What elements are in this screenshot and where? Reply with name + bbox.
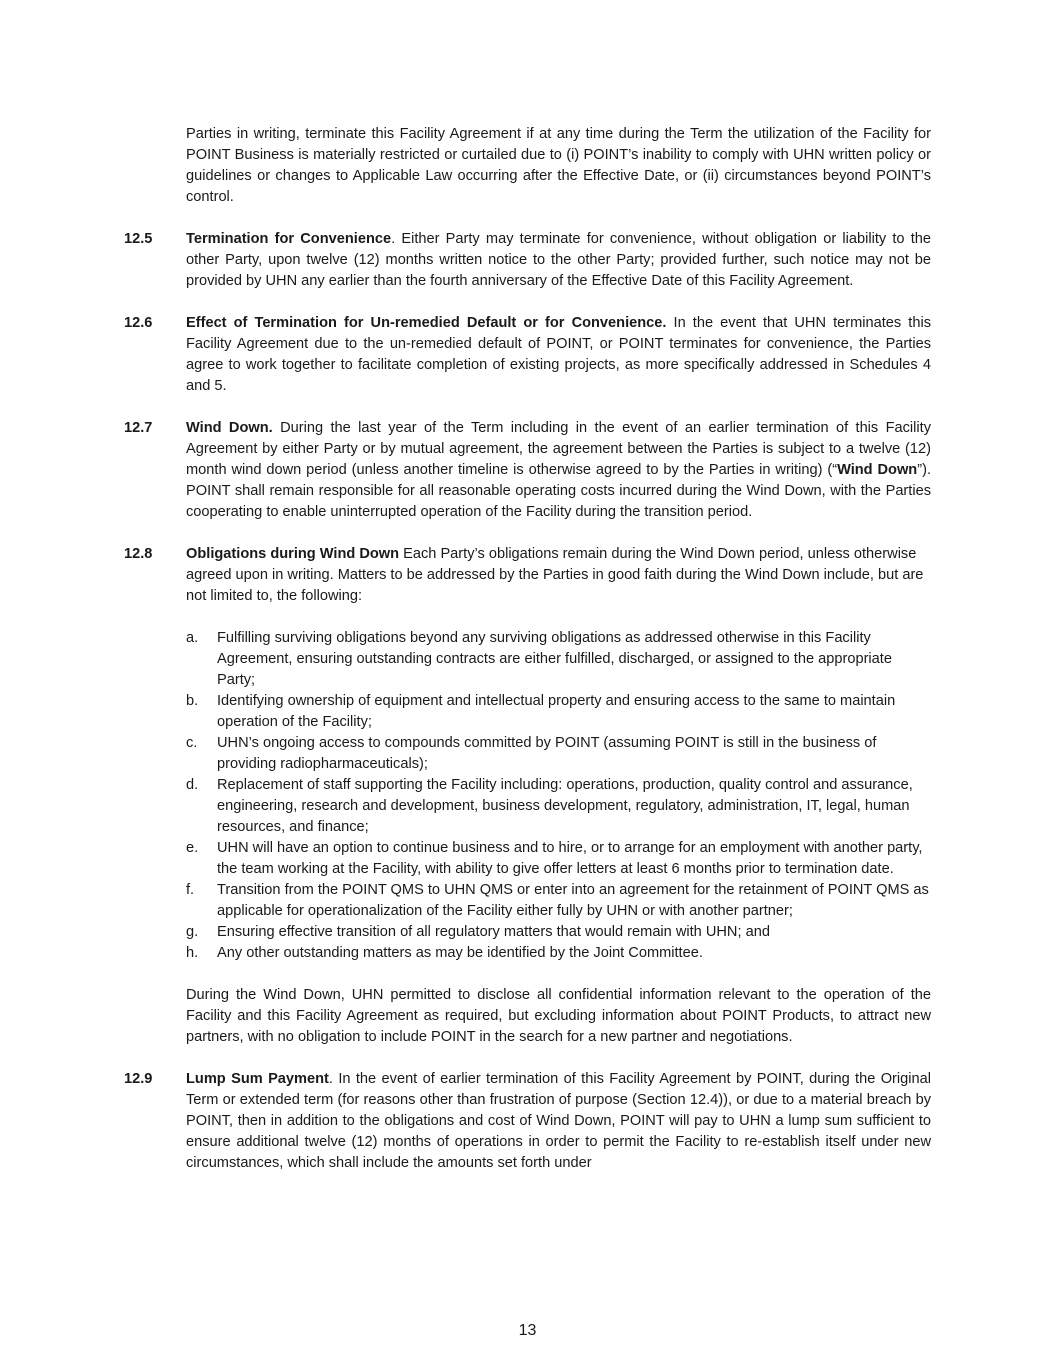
list-item-letter: f. (186, 882, 195, 898)
clause-12-8 (124, 544, 931, 1048)
list-item-text: Identifying ownership of equipment and intellectual property and ensuring access to the same to maintain operation of the Facility; (217, 693, 896, 730)
clause-12-7 (124, 418, 931, 523)
list-item-text: Transition from the POINT QMS to UHN QMS or enter into an agreement for the retainment of POINT QMS as applicable for operationalization of the Facility either fully by UHN or with another partner; (217, 882, 929, 919)
document-body (124, 124, 931, 1174)
clause-heading: Effect of Termination for Un-remedied Default or for Convenience. (186, 315, 667, 331)
list-item-letter: a. (186, 630, 199, 646)
list-item-text: Replacement of staff supporting the Facility including: operations, production, quality control and assurance, engineering, research and development, business development, regulatory, administration, IT, legal, human resources, and finance; (217, 777, 913, 835)
list-item-text: UHN’s ongoing access to compounds committed by POINT (assuming POINT is still in the business of providing radiopharmaceuticals); (217, 735, 877, 772)
obligations-list (186, 628, 931, 964)
clause-paragraph (186, 544, 931, 607)
clause-heading: Lump Sum Payment (186, 1071, 329, 1087)
clause-text: In the event that UHN terminates this Facility Agreement due to the un-remedied default of POINT, or POINT terminates for convenience, the Parties agree to work together to facilitate completion of existing projects, as more specifically addressed in Schedules 4 and 5. (186, 315, 931, 394)
clause-heading: Obligations during Wind Down (186, 546, 400, 562)
list-item-letter: g. (186, 924, 199, 940)
clause-text: During the last year of the Term including in the event of an earlier termination of this Facility Agreement by either Party or by mutual agreement, the agreement between the Parties is subject to a twelve (12) month wind down period (unless another timeline is otherwise agreed to by the Parties in writing) (“ (186, 420, 932, 478)
clause-number: 12.9 (124, 1071, 153, 1087)
list-item (186, 733, 931, 775)
list-item-letter: e. (186, 840, 199, 856)
clause-body (186, 418, 931, 523)
clause-number: 12.5 (124, 231, 153, 247)
list-item (186, 838, 931, 880)
clause-text: . In the event of earlier termination of this Facility Agreement by POINT, during the Original Term or extended term (for reasons other than frustration of purpose (Section 12.4)), or due to a material breach by POINT, then in addition to the obligations and cost of Wind Down, POINT will pay to UHN a lump sum sufficient to ensure additional twelve (12) months of operations in order to permit the Facility to re-establish itself under new circumstances, which shall include the amounts set forth under (186, 1071, 931, 1171)
clause-text: Each Party’s obligations remain during the Wind Down period, unless otherwise agreed upon in writing. Matters to be addressed by the Parties in good faith during the Wind Down include, but are not limited to, the following: (186, 546, 924, 604)
list-item (186, 943, 931, 964)
wind-down-disclosure-paragraph: During the Wind Down, UHN permitted to disclose all confidential information relevant to the operation of the Facility and this Facility Agreement as required, but excluding information about POINT Products, to attract new partners, with no obligation to include POINT in the search for a new partner and negotiations. (186, 987, 931, 1045)
clause-number: 12.8 (124, 546, 153, 562)
list-item-letter: c. (186, 735, 198, 751)
page-number: 13 (518, 1322, 537, 1339)
clause-12-9 (124, 1069, 931, 1174)
clause-number: 12.7 (124, 420, 153, 436)
list-item-text: Any other outstanding matters as may be identified by the Joint Committee. (217, 945, 703, 961)
clause-text: ”). POINT shall remain responsible for all reasonable operating costs incurred during the Wind Down, with the Parties cooperating to enable uninterrupted operation of the Facility during the transition period. (186, 462, 931, 520)
list-item-letter: b. (186, 693, 199, 709)
list-item-letter: h. (186, 945, 199, 961)
list-item-text: Fulfilling surviving obligations beyond any surviving obligations as addressed otherwise in this Facility Agreement, ensuring outstanding contracts are either fulfilled, discharged, or assigned to the appropriate Party; (217, 630, 892, 688)
list-item-text: UHN will have an option to continue business and to hire, or to arrange for an employment with another party, the team working at the Facility, with ability to give offer letters at least 6 months prior to termination date. (217, 840, 923, 877)
clause-12-6 (124, 313, 931, 397)
list-item (186, 880, 931, 922)
list-item-letter: d. (186, 777, 199, 793)
clause-12-5 (124, 229, 931, 292)
clause-body (186, 313, 931, 397)
list-item-text: Ensuring effective transition of all regulatory matters that would remain with UHN; and (217, 924, 770, 940)
defined-term: Wind Down (837, 462, 918, 478)
clause-number: 12.6 (124, 315, 153, 331)
list-item (186, 922, 931, 943)
clause-heading: Termination for Convenience (186, 231, 392, 247)
intro-paragraph: Parties in writing, terminate this Facility Agreement if at any time during the Term the utilization of the Facility for POINT Business is materially restricted or curtailed due to (i) POINT’s inability to comply with UHN written policy or guidelines or changes to Applicable Law occurring after the Effective Date, or (ii) circumstances beyond POINT’s control. (186, 126, 931, 205)
clause-body (186, 544, 931, 1048)
clause-heading: Wind Down. (186, 420, 273, 436)
clause-text: . Either Party may terminate for convenience, without obligation or liability to the other Party, upon twelve (12) months written notice to the other Party; provided further, such notice may not be provided by UHN any earlier than the fourth anniversary of the Effective Date of this Facility Agreement. (186, 231, 932, 289)
clause-body (186, 229, 931, 292)
clause-body (186, 1069, 931, 1174)
list-item (186, 691, 931, 733)
list-item (186, 628, 931, 691)
list-item (186, 775, 931, 838)
